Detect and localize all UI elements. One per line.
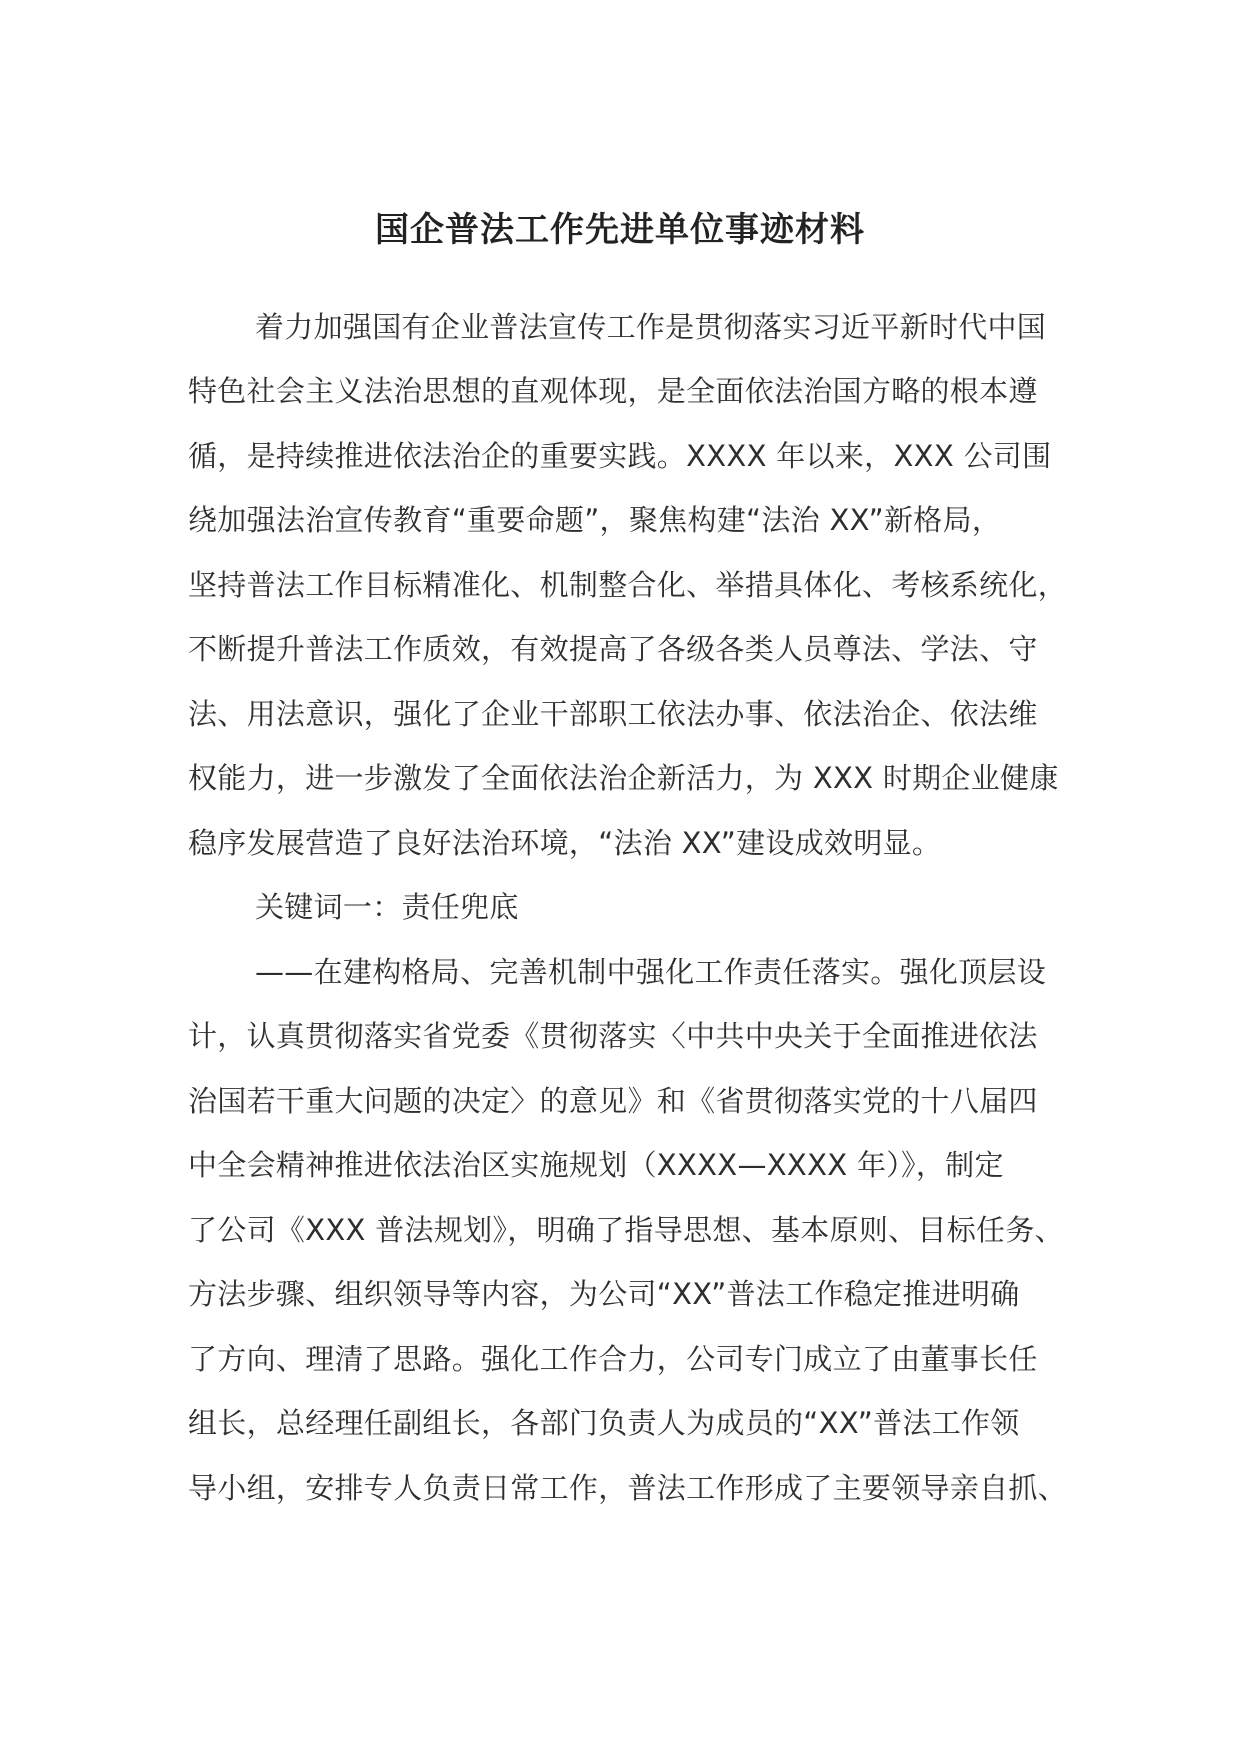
paragraph-line: ——在建构格局、完善机制中强化工作责任落实。强化顶层设 <box>255 955 1047 989</box>
paragraph-line: 导小组，安排专人负责日常工作，普法工作形成了主要领导亲自抓、 <box>188 1471 1068 1505</box>
keyword-heading: 关键词一：责任兜底 <box>255 890 519 924</box>
paragraph-line: 法、用法意识，强化了企业干部职工依法办事、依法治企、依法维 <box>188 697 1038 731</box>
paragraph-line: 了方向、理清了思路。强化工作合力，公司专门成立了由董事长任 <box>188 1342 1038 1376</box>
paragraph-line: 稳序发展营造了良好法治环境，“法治 XX”建设成效明显。 <box>188 826 942 860</box>
document-title: 国企普法工作先进单位事迹材料 <box>375 210 865 250</box>
paragraph-line: 权能力，进一步激发了全面依法治企新活力，为 XXX 时期企业健康 <box>188 761 1059 795</box>
paragraph-line: 组长，总经理任副组长，各部门负责人为成员的“XX”普法工作领 <box>188 1406 1020 1440</box>
paragraph-line: 计，认真贯彻落实省党委《贯彻落实〈中共中央关于全面推进依法 <box>188 1019 1038 1053</box>
paragraph-line: 中全会精神推进依法治区实施规划（XXXX—XXXX 年）》，制定 <box>188 1148 1004 1182</box>
paragraph-line: 绕加强法治宣传教育“重要命题”，聚焦构建“法治 XX”新格局， <box>188 503 1002 537</box>
paragraph-line: 循，是持续推进依法治企的重要实践。XXXX 年以来，XXX 公司围 <box>188 439 1052 473</box>
paragraph-line: 着力加强国有企业普法宣传工作是贯彻落实习近平新时代中国 <box>255 310 1047 344</box>
paragraph-line: 了公司《XXX 普法规划》，明确了指导思想、基本原则、目标任务、 <box>188 1213 1064 1247</box>
paragraph-line: 治国若干重大问题的决定〉的意见》和《省贯彻落实党的十八届四 <box>188 1084 1038 1118</box>
paragraph-line: 特色社会主义法治思想的直观体现，是全面依法治国方略的根本遵 <box>188 374 1038 408</box>
paragraph-line: 不断提升普法工作质效，有效提高了各级各类人员尊法、学法、守 <box>188 632 1038 666</box>
paragraph-line: 坚持普法工作目标精准化、机制整合化、举措具体化、考核系统化， <box>188 568 1068 602</box>
paragraph-line: 方法步骤、组织领导等内容，为公司“XX”普法工作稳定推进明确 <box>188 1277 1020 1311</box>
